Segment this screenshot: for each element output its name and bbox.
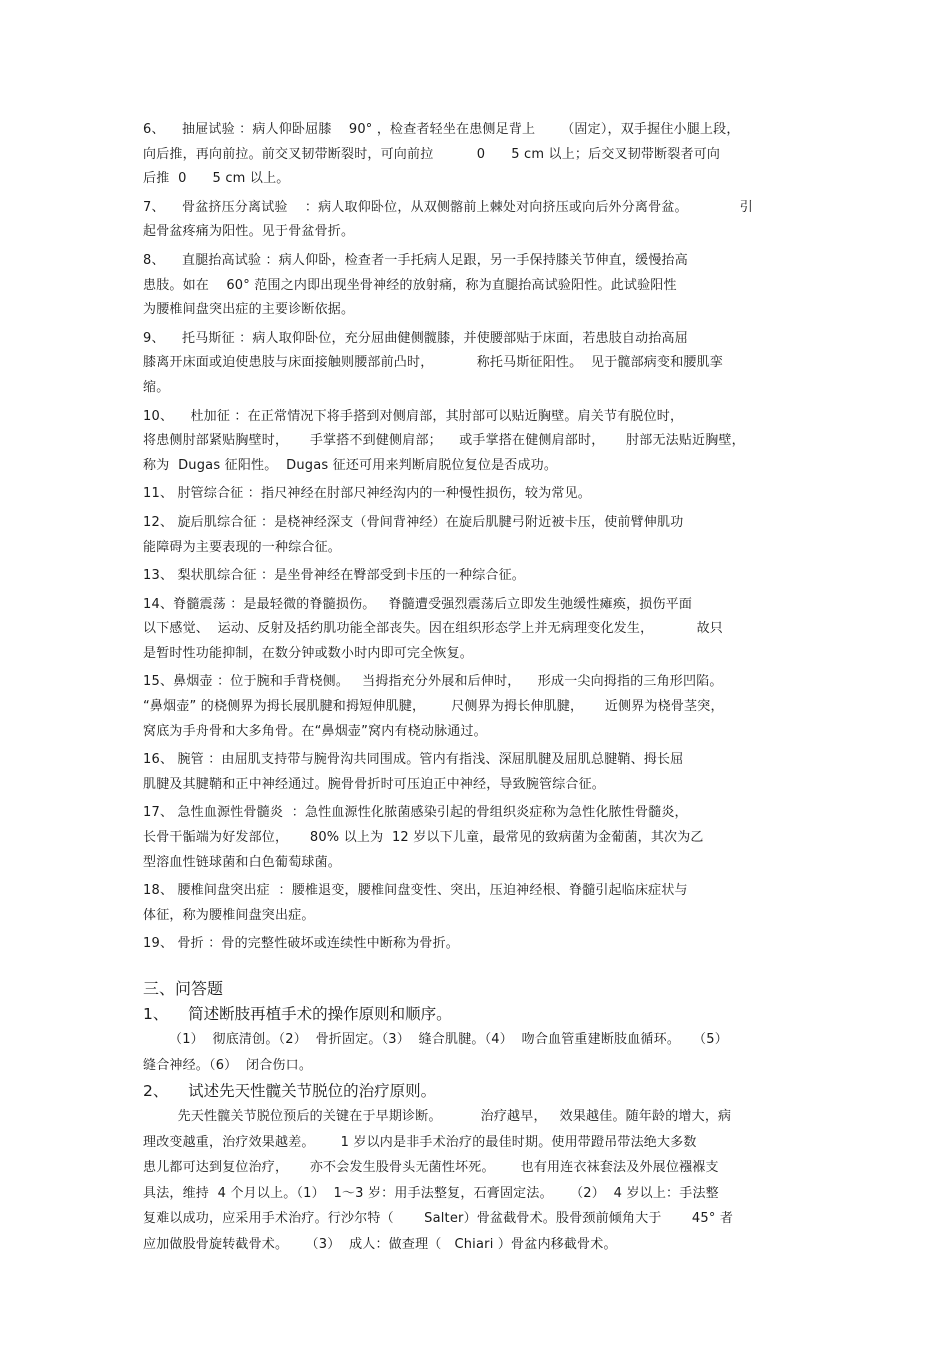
term-14 — [143, 593, 808, 667]
text-line: 为腰椎间盘突出症的主要诊断依据。 — [143, 302, 355, 318]
text-line: 向后推，再向前拉。前交叉韧带断裂时，可向前拉 0 5 cm 以上；后交叉韧带断裂者可向 — [143, 146, 721, 162]
text-line: 7、 骨盆挤压分离试验 ：病人取仰卧位，从双侧髂前上棘处对向挤压或向后外分离骨盆。 引 — [143, 199, 753, 215]
text-line: 具法，维持 4 个月以上。（1） 1～3 岁：用手法整复，石膏固定法。 （2） 4 岁以上：手法整 — [143, 1185, 719, 1201]
text-line: 15、鼻烟壶 ：位于腕和手背桡侧。 当拇指充分外展和后伸时， 形成一尖向拇指的三角形凹陷。 — [143, 674, 723, 690]
term-13 — [143, 564, 808, 589]
text-line: 19、 骨折 ：骨的完整性破坏或连续性中断称为骨折。 — [143, 936, 460, 952]
text-line: 将患侧肘部紧贴胸壁时， 手掌搭不到健侧肩部； 或手掌搭在健侧肩部时， 肘部无法贴近胸壁， — [143, 433, 745, 449]
answer — [143, 1027, 808, 1078]
text-line: 称为 Dugas 征阳性。 Dugas 征还可用来判断肩脱位复位是否成功。 — [143, 457, 558, 473]
term-15 — [143, 670, 808, 744]
text-line: 8、 直腿抬高试验 ：病人仰卧，检查者一手托病人足跟，另一手保持膝关节伸直，缓慢抬高 — [143, 252, 688, 268]
question-1 — [143, 1001, 808, 1078]
text-line: “鼻烟壶” 的桡侧界为拇长展肌腱和拇短伸肌腱， 尺侧界为拇长伸肌腱， 近侧界为桡骨茎突， — [143, 699, 724, 715]
term-7 — [143, 196, 808, 245]
text-line: 起骨盆疼痛为阳性。见于骨盆骨折。 — [143, 224, 355, 240]
document-content — [143, 118, 808, 1257]
text-line: （1） 彻底清创。（2） 骨折固定。（3） 缝合肌腱。（4） 吻合血管重建断肢血循环。 （5） — [143, 1032, 728, 1047]
text-line: 缩。 — [143, 379, 170, 395]
text-line: 患儿都可达到复位治疗， 亦不会发生股骨头无菌性坏死。 也有用连衣袜套法及外展位襁褓支 — [143, 1160, 719, 1175]
term-16 — [143, 748, 808, 797]
text-line: 患肢。如在 60° 范围之内即出现坐骨神经的放射痛，称为直腿抬高试验阳性。此试验阳性 — [143, 277, 677, 293]
text-line: 型溶血性链球菌和白色葡萄球菌。 — [143, 854, 342, 870]
text-line: 9、 托马斯征 ：病人取仰卧位，充分屈曲健侧髋膝，并使腰部贴于床面，若患肢自动抬高屈 — [143, 330, 688, 346]
text-line: 膝离开床面或迫使患肢与床面接触则腰部前凸时， 称托马斯征阳性。 见于髋部病变和腰肌挛 — [143, 355, 723, 371]
question-title: 2、 试述先天性髋关节脱位的治疗原则。 — [143, 1082, 437, 1100]
term-18 — [143, 879, 808, 928]
text-line: 10、 杜加征 ：在正常情况下将手搭到对侧肩部，其肘部可以贴近胸壁。肩关节有脱位时， — [143, 408, 684, 424]
text-line: 11、 肘管综合征 ：指尺神经在肘部尺神经沟内的一种慢性损伤，较为常见。 — [143, 486, 592, 502]
text-line: 能障碍为主要表现的一种综合征。 — [143, 539, 342, 555]
text-line: 12、 旋后肌综合征 ：是桡神经深支（骨间背神经）在旋后肌腱弓附近被卡压，使前臂伸肌功 — [143, 514, 684, 530]
text-line: 18、 腰椎间盘突出症 ：腰椎退变，腰椎间盘变性、突出，压迫神经根、脊髓引起临床症状与 — [143, 883, 688, 899]
term-12 — [143, 511, 808, 560]
text-line: 肌腱及其腱鞘和正中神经通过。腕骨骨折时可压迫正中神经，导致腕管综合征。 — [143, 776, 606, 792]
text-line: 体征，称为腰椎间盘突出症。 — [143, 907, 315, 923]
text-line: 先天性髋关节脱位预后的关键在于早期诊断。 治疗越早， 效果越佳。随年龄的增大，病 — [143, 1109, 732, 1124]
term-6 — [143, 118, 808, 192]
text-line: 13、 梨状肌综合征 ：是坐骨神经在臀部受到卡压的一种综合征。 — [143, 568, 526, 584]
text-line: 16、 腕管 ：由屈肌支持带与腕骨沟共同围成。管内有指浅、深屈肌腱及屈肌总腱鞘、拇长屈 — [143, 752, 684, 768]
term-10 — [143, 405, 808, 479]
term-17 — [143, 801, 808, 875]
text-line: 6、 抽屉试验 ：病人仰卧屈膝 90° ，检查者轻坐在患侧足背上 （固定），双手握住小腿上段， — [143, 122, 740, 137]
term-9 — [143, 327, 808, 401]
term-8 — [143, 249, 808, 323]
text-line: 是暂时性功能抑制，在数分钟或数小时内即可完全恢复。 — [143, 645, 474, 661]
term-19 — [143, 932, 808, 957]
text-line: 窝底为手舟骨和大多角骨。在“鼻烟壶”窝内有桡动脉通过。 — [143, 723, 487, 739]
text-line: 理改变越重，治疗效果越差。 1 岁以内是非手术治疗的最佳时期。使用带蹬吊带法绝大多数 — [143, 1134, 697, 1150]
text-line: 17、 急性血源性骨髓炎 ：急性血源性化脓菌感染引起的骨组织炎症称为急性化脓性骨髓炎， — [143, 805, 688, 821]
text-line: 复难以成功，应采用手术治疗。行沙尔特（ Salter）骨盆截骨术。股骨颈前倾角大于 45° 者 — [143, 1211, 734, 1226]
text-line: 应加做股骨旋转截骨术。 （3） 成人：做查理（ Chiari ）骨盆内移截骨术。 — [143, 1236, 617, 1252]
question-2 — [143, 1078, 808, 1257]
text-line: 长骨干骺端为好发部位， 80% 以上为 12 岁以下儿童，最常见的致病菌为金葡菌，其次为乙 — [143, 830, 704, 846]
section-title: 三、问答题 — [143, 979, 224, 998]
text-line: 后推 0 5 cm 以上。 — [143, 171, 290, 187]
text-line: 缝合神经。（6） 闭合伤口。 — [143, 1057, 313, 1073]
term-11 — [143, 482, 808, 507]
text-line: 以下感觉、 运动、反射及括约肌功能全部丧失。因在组织形态学上并无病理变化发生， 故只 — [143, 621, 723, 637]
answer — [143, 1104, 808, 1257]
text-line: 14、脊髓震荡 ：是最轻微的脊髓损伤。 脊髓遭受强烈震荡后立即发生弛缓性瘫痪，损伤平面 — [143, 596, 693, 612]
question-title: 1、 简述断肢再植手术的操作原则和顺序。 — [143, 1005, 452, 1023]
